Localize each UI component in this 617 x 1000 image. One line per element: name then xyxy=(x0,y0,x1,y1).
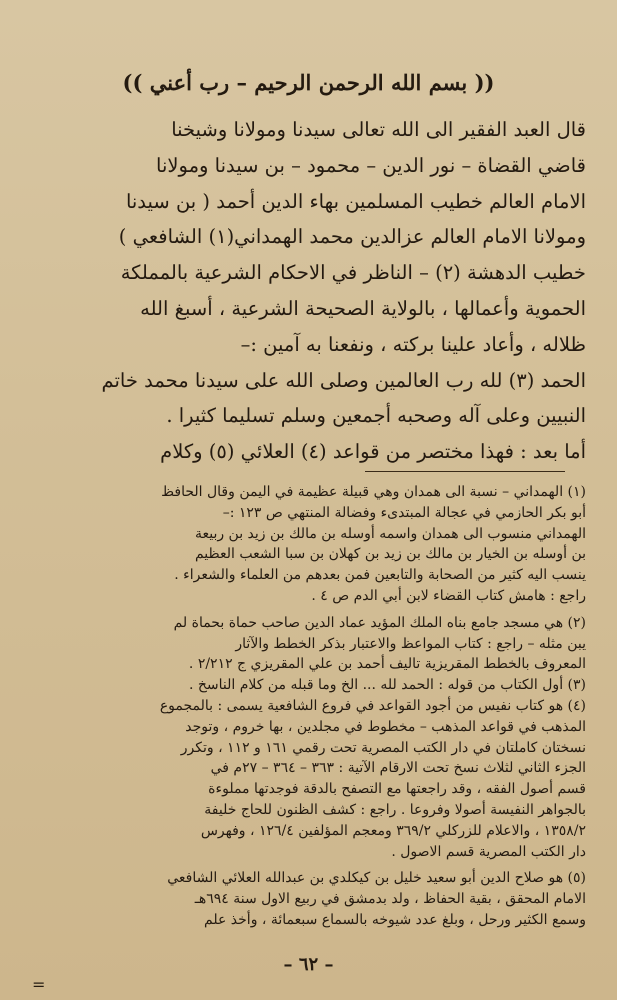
footnote-line: (١) الهمداني – نسبة الى همدان وهي قبيلة عظيمة في اليمن وقال الحافظ xyxy=(161,484,586,500)
main-text-line: الحموية وأعمالها ، بالولاية الصحيحة الشرعية ، أسبغ الله xyxy=(140,296,586,320)
footnote-line: يبن مثله – راجع : كتاب المواعظ والاعتبار بذكر الخطط والآثار xyxy=(235,635,586,652)
footnote-5 xyxy=(30,868,586,930)
main-text-line: ومولانا الامام العالم عزالدين محمد الهمداني(١) الشافعي ) xyxy=(118,225,586,249)
footnote-line: المعروف بالخطط المقريزية تاليف أحمد بن علي المقريزي ج ٢/٢١٢ . xyxy=(188,656,586,673)
margin-mark: = xyxy=(32,975,46,994)
footnote-line: (٢) هي مسجد جامع بناه الملك المؤيد عماد الدين صاحب حماة بحماة لم xyxy=(173,614,586,631)
footnote-line: ينسب اليه كثير من الصحابة والتابعين فمن بعدهم من العلماء والشعراء . xyxy=(174,567,586,584)
footnote-separator xyxy=(365,471,565,472)
footnote-line: (٤) هو كتاب نفيس من أجود القواعد في فروع الشافعية يسمى : بالمجموع xyxy=(159,697,586,714)
main-text xyxy=(34,112,586,470)
page-number: – ٦٢ – xyxy=(283,954,334,975)
footnotes xyxy=(30,482,586,931)
footnote-line: (٥) هو صلاح الدين أبو سعيد خليل بن كيكلدي بن عبدالله العلائي الشافعي xyxy=(167,870,586,887)
footnote-line: أبو بكر الحازمي في عجالة المبتدىء وفضالة المنتهي ص ١٢٣ :– xyxy=(222,504,586,521)
main-text-line: خطيب الدهشة (٢) – الناظر في الاحكام الشرعية بالمملكة xyxy=(120,261,586,285)
footnote-line: قسم أصول الفقه ، وقد راجعتها مع التصفح بالدقة فوجدتها مملوءة xyxy=(208,781,586,798)
main-text-line: الامام العالم خطيب المسلمين بهاء الدين أحمد ( بن سيدنا xyxy=(125,189,586,213)
basmala-heading: (( بسم الله الرحمن الرحيم – رب أعني )) xyxy=(122,70,495,95)
main-text-line: النبيين وعلى آله وصحبه أجمعين وسلم تسليما كثيرا . xyxy=(166,404,586,428)
footnote-line: المذهب في قواعد المذهب – مخطوط في مجلدين ، بها خروم ، وتوجد xyxy=(185,718,586,735)
footnote-line: الجزء الثاني لثلاث نسخ تحت الارقام الآتية : ٣٦٣ – ٣٦٤ – ٢٧م في xyxy=(210,760,586,777)
footnote-line: (٣) أول الكتاب من قوله : الحمد لله ... الخ وما قبله من كلام الناسخ . xyxy=(188,677,586,694)
main-text-line: قاضي القضاة – نور الدين – محمود – بن سيدنا ومولانا xyxy=(156,153,586,177)
footnote-4 xyxy=(30,696,586,862)
footnote-line: وسمع الكثير ورحل ، وبلغ عدد شيوخه بالسماع سبعمائة ، وأخذ علم xyxy=(204,911,586,928)
footnote-line: راجع : هامش كتاب القضاء لابن أبي الدم ص ٤ . xyxy=(311,587,586,604)
main-text-line: قال العبد الفقير الى الله تعالى سيدنا ومولانا وشيخنا xyxy=(171,118,586,141)
footnote-2 xyxy=(30,613,586,675)
footnote-3 xyxy=(30,675,586,696)
main-text-line: أما بعد : فهذا مختصر من قواعد (٤) العلائي (٥) وكلام xyxy=(160,440,586,464)
main-text-line: ظلاله ، وأعاد علينا بركته ، ونفعنا به آمين :– xyxy=(240,332,586,356)
main-text-line: الحمد (٣) لله رب العالمين وصلى الله على سيدنا محمد خاتم xyxy=(101,368,586,392)
footnote-line: دار الكتب المصرية قسم الاصول . xyxy=(391,843,586,860)
footnote-line: نسختان كاملتان في دار الكتب المصرية تحت رقمي ١٦١ و ١١٢ ، وتكرر xyxy=(180,739,586,756)
footnote-line: بالجواهر النفيسة أصولا وفروعا . راجع : كشف الظنون للحاج خليفة xyxy=(204,801,586,818)
footnote-line: بن أوسله بن الخيار بن مالك بن زيد بن كهلان بن سبا الشعب العظيم xyxy=(194,546,586,563)
footnote-line: ١٣٥٨/٢ ، والاعلام للزركلي ٣٦٩/٢ ومعجم المؤلفين ١٢٦/٤ ، وفهرس xyxy=(200,822,586,839)
footnote-1 xyxy=(30,482,586,607)
footnote-line: الامام المحقق ، بقية الحفاظ ، ولد بدمشق في ربيع الاول سنة ٦٩٤هـ xyxy=(194,891,586,908)
footnote-line: الهمداني منسوب الى همدان واسمه أوسله بن مالك بن زيد بن ربيعة xyxy=(194,525,586,542)
